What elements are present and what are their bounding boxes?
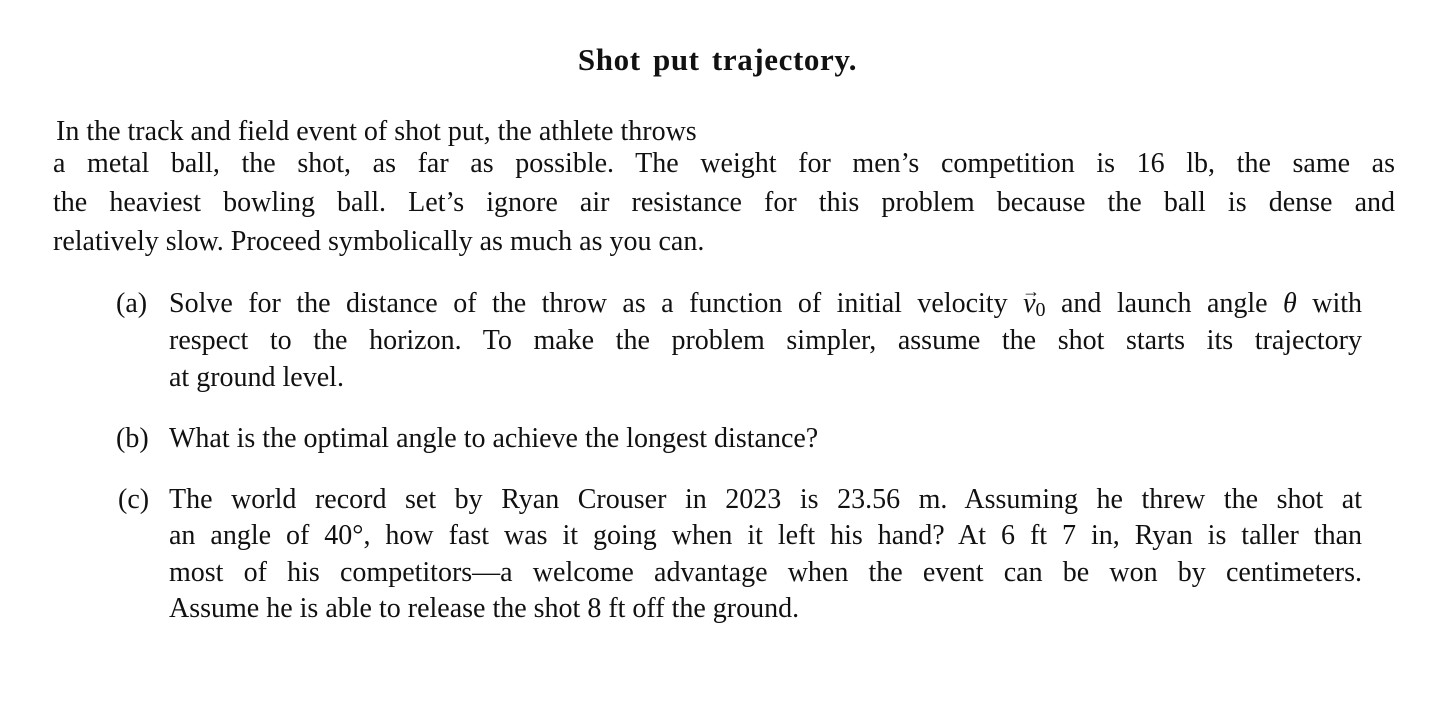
intro-line-4: relatively slow. Proceed symbolically as much as you can. (53, 226, 705, 257)
part-c-line-3: most of his competitors—a welcome advantage when the event can be won by centimeters. (169, 557, 1362, 588)
part-b-line-1: What is the optimal angle to achieve the longest distance? (169, 423, 819, 454)
intro-line-3: the heaviest bowling ball. Let’s ignore air resistance for this problem because the ball is dense and (53, 187, 1395, 218)
part-c-line-2: an angle of 40°, how fast was it going when it left his hand? At 6 ft 7 in, Ryan is taller than (169, 520, 1362, 551)
part-a-line-1-before: Solve for the distance of the throw as a function of initial velocity (169, 288, 1008, 319)
part-a-line-3: at ground level. (169, 362, 344, 393)
part-a-label: (a) (116, 288, 148, 319)
velocity-letter: v (1023, 288, 1036, 319)
part-a-line-1-after: with (1312, 288, 1363, 319)
velocity-vector-symbol (1023, 288, 1035, 320)
part-c-label: (c) (118, 484, 150, 515)
angle-symbol: θ (1283, 288, 1297, 319)
part-a-line-1-middle: and launch angle (1060, 288, 1268, 319)
part-c-line-4: Assume he is able to release the shot 8 ft off the ground. (169, 593, 800, 624)
part-a-line-1 (169, 288, 1362, 326)
part-c-line-1: The world record set by Ryan Crouser in 2023 is 23.56 m. Assuming he threw the shot at (169, 484, 1362, 515)
intro-line-2: a metal ball, the shot, as far as possible. The weight for men’s competition is 16 lb, the same as (53, 148, 1395, 179)
page-title: Shot put trajectory. (577, 42, 858, 77)
velocity-subscript: 0 (1035, 299, 1046, 321)
intro-line-1: In the track and field event of shot put, the athlete throws (56, 116, 697, 147)
part-a-line-2: respect to the horizon. To make the problem simpler, assume the shot starts its trajectory (169, 325, 1362, 356)
part-b-label: (b) (116, 423, 149, 454)
